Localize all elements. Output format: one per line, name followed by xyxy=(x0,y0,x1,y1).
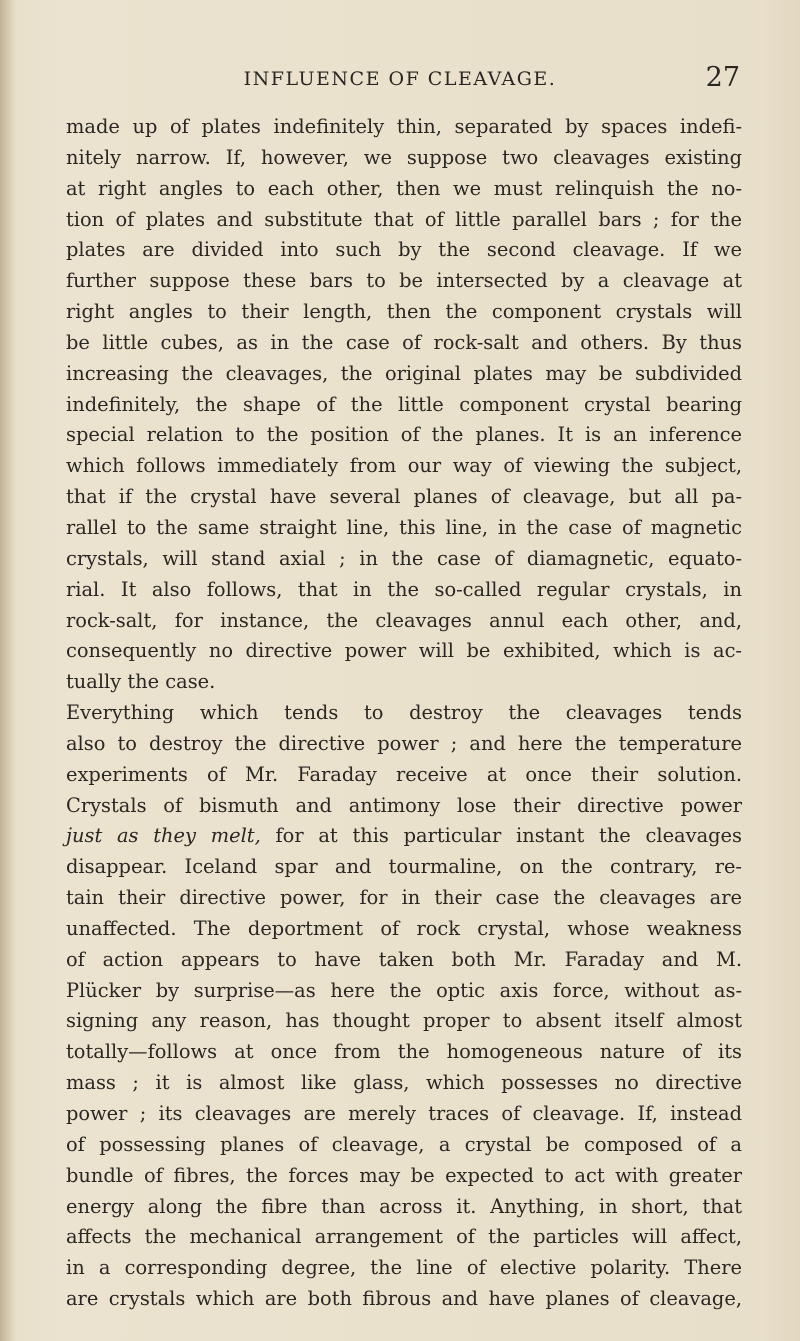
text-line: tion of plates and substitute that of little parallel bars ; for the xyxy=(66,207,742,231)
text-line-with-italic xyxy=(66,821,742,852)
text-line: of possessing planes of cleavage, a crystal be composed of a xyxy=(66,1132,742,1156)
italic-phrase: just as they melt, xyxy=(66,824,261,848)
text-line: rock-salt, for instance, the cleavages annul each other, and, xyxy=(66,608,742,632)
text-line: rallel to the same straight line, this line, in the case of magnetic xyxy=(66,515,742,539)
text-line: Plücker by surprise—as here the optic axis force, without as- xyxy=(66,978,742,1002)
text-line: right angles to their length, then the component crystals will xyxy=(66,300,742,324)
text-line: increasing the cleavages, the original plates may be subdivided xyxy=(66,361,742,385)
text-line: made up of plates indefinitely thin, separated by spaces indefi- xyxy=(66,115,742,138)
text-line: further suppose these bars to be intersected by a cleavage at xyxy=(66,269,742,293)
text-line: power ; its cleavages are merely traces of cleavage. If, instead xyxy=(66,1102,742,1125)
page-number: 27 xyxy=(705,62,740,93)
text-line: crystals, will stand axial ; in the case of diamagnetic, equato- xyxy=(66,546,742,570)
body-text xyxy=(66,112,742,1315)
text-line: tually the case. xyxy=(66,670,216,694)
text-line: plates are divided into such by the second cleavage. If we xyxy=(66,238,742,262)
text-line: of action appears to have taken both Mr. Faraday and M. xyxy=(66,947,742,971)
text-line: affects the mechanical arrangement of the particles will affect, xyxy=(66,1225,742,1249)
text-line: Crystals of bismuth and antimony lose their directive power xyxy=(66,793,742,817)
text-line: unaffected. The deportment of rock crystal, whose weakness xyxy=(66,916,742,940)
text-line: signing any reason, has thought proper to absent itself almost xyxy=(66,1009,742,1033)
text-line: in a corresponding degree, the line of elective polarity. There xyxy=(66,1256,742,1280)
text-line: disappear. Iceland spar and tourmaline, on the contrary, re- xyxy=(66,855,742,879)
text-line: energy along the fibre than across it. Anything, in short, that xyxy=(66,1194,742,1218)
gutter-shadow xyxy=(0,0,14,1341)
text-line: bundle of fibres, the forces may be expected to act with greater xyxy=(66,1163,742,1187)
text-line: mass ; it is almost like glass, which possesses no directive xyxy=(66,1071,742,1095)
running-head xyxy=(0,62,800,98)
text-line: at right angles to each other, then we must relinquish the no- xyxy=(66,176,742,200)
text-line: experiments of Mr. Faraday receive at once their solution. xyxy=(66,762,742,786)
text-line: that if the crystal have several planes of cleavage, but all pa- xyxy=(66,485,742,509)
header-title: INFLUENCE OF CLEAVAGE. xyxy=(243,68,557,90)
text-line: be little cubes, as in the case of rock-salt and others. By thus xyxy=(66,330,742,354)
text-line: consequently no directive power will be exhibited, which is ac- xyxy=(66,639,742,663)
text-line: indefinitely, the shape of the little component crystal bearing xyxy=(66,392,742,416)
text-line: tain their directive power, for in their case the cleavages are xyxy=(66,886,742,910)
text-line: which follows immediately from our way of viewing the subject, xyxy=(66,454,742,478)
text-line: are crystals which are both fibrous and have planes of cleavage, xyxy=(66,1287,742,1311)
text-line: also to destroy the directive power ; and here the temperature xyxy=(66,731,742,755)
text-line: Everything which tends to destroy the cleavages tends xyxy=(66,701,742,725)
text-line: rial. It also follows, that in the so-called regular crystals, in xyxy=(66,577,742,601)
text-fragment: for at this particular instant the cleavages xyxy=(275,824,742,848)
text-line: totally—follows at once from the homogeneous nature of its xyxy=(66,1040,742,1064)
text-line: special relation to the position of the planes. It is an inference xyxy=(66,423,742,447)
text-line: nitely narrow. If, however, we suppose two cleavages existing xyxy=(66,145,742,169)
